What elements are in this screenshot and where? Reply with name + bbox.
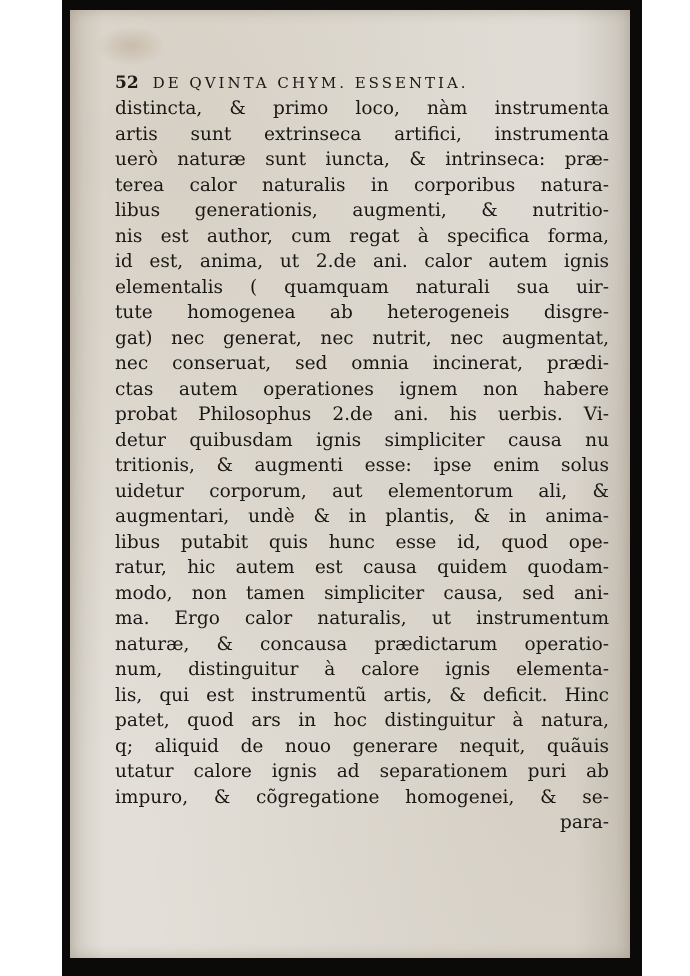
- text-line: id est, anima, ut 2.de ani. calor autem ignis: [115, 251, 609, 272]
- text-line: naturæ, & concausa prædictarum operatio-: [115, 633, 609, 655]
- text-line: nec conseruat, sed omnia incinerat, prædi-: [115, 353, 609, 374]
- text-line: elementalis ( quamquam naturali sua uir-: [115, 276, 609, 298]
- text-line: augmentari, undè & in plantis, & in anima-: [115, 506, 609, 527]
- text-line: probat Philosophus 2.de ani. his uerbis. Vi-: [115, 404, 609, 425]
- text-line: lis, qui est instrumentũ artis, & deficit. Hinc: [115, 684, 609, 706]
- page-number: 52: [115, 73, 139, 93]
- text-line: ratur, hic autem est causa quidem quodam-: [115, 557, 609, 578]
- text-line: uidetur corporum, aut elementorum ali, &: [115, 480, 609, 502]
- text-line: distincta, & primo loco, nàm instrumenta: [115, 98, 609, 119]
- text-line: tute homogenea ab heterogeneis disgre-: [115, 302, 609, 323]
- text-line: terea calor naturalis in corporibus natura-: [115, 174, 609, 196]
- page-stain: [96, 26, 166, 66]
- running-header: [115, 73, 565, 93]
- catchword: para-: [560, 812, 609, 833]
- text-line: detur quibusdam ignis simpliciter causa nu: [115, 429, 609, 451]
- text-line: modo, non tamen simpliciter causa, sed ani-: [115, 582, 609, 604]
- text-line: q; aliquid de nouo generare nequit, quãuis: [115, 735, 609, 757]
- text-line: gat) nec generat, nec nutrit, nec augmentat,: [115, 327, 609, 349]
- text-line: libus generationis, augmenti, & nutritio-: [115, 200, 609, 221]
- text-line: impuro, & cõgregatione homogenei, & se-: [115, 786, 609, 808]
- body-text: [115, 96, 615, 836]
- text-line: patet, quod ars in hoc distinguitur à natura,: [115, 710, 609, 731]
- text-line: num, distinguitur à calore ignis elementa-: [115, 659, 609, 680]
- text-line: libus putabit quis hunc esse id, quod ope-: [115, 531, 609, 553]
- text-line: nis est author, cum regat à specifica forma,: [115, 225, 609, 247]
- text-line: ma. Ergo calor naturalis, ut instrumentum: [115, 608, 609, 629]
- text-line: tritionis, & augmenti esse: ipse enim solus: [115, 455, 609, 476]
- text-line: ctas autem operationes ignem non habere: [115, 378, 609, 400]
- text-line: uerò naturæ sunt iuncta, & intrinseca: præ-: [115, 149, 609, 170]
- running-head-title: DE QVINTA CHYM. ESSENTIA.: [152, 74, 469, 92]
- text-line: utatur calore ignis ad separationem puri ab: [115, 761, 609, 782]
- text-line: artis sunt extrinseca artifici, instrumenta: [115, 123, 609, 145]
